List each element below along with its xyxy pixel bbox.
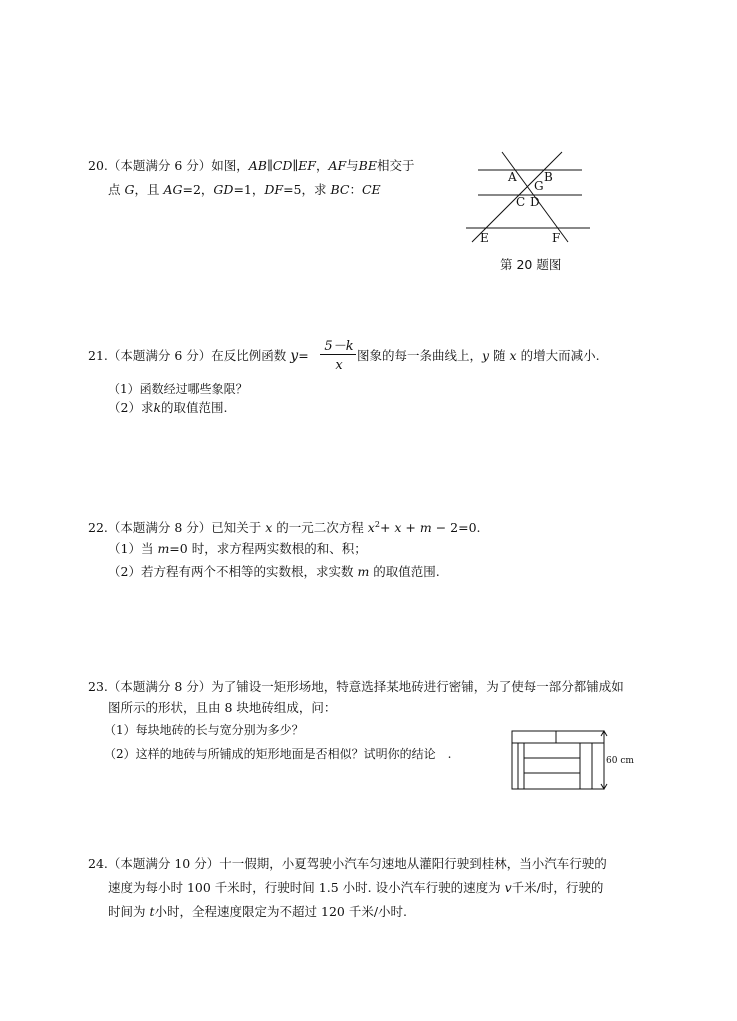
q22-s2c: 的取值范围. [369, 564, 440, 579]
label-b: B [544, 170, 553, 184]
q23-line2: 图所示的形状，且由 8 块地砖组成，问： [108, 700, 337, 715]
q20-figure-caption: 第 20 题图 [500, 257, 562, 272]
q21-s1: 图象的每一条曲线上， [357, 348, 483, 363]
q22-s2b: m [357, 564, 370, 579]
q22-s1b: m [157, 541, 170, 556]
q23-figure [510, 729, 640, 791]
q22-sub2 [108, 564, 440, 580]
q24-line1: 24.（本题满分 10 分）十一假期，小夏驾驶小汽车匀速地从灌阳行驶到桂林，当小汽车行驶的 [88, 856, 607, 871]
q20-t2: ，且 [134, 182, 164, 197]
label-g: G [534, 179, 544, 193]
q24-line3 [108, 904, 407, 920]
q20-df: DF [264, 182, 284, 197]
q21-sub2-c: 的取值范围. [161, 400, 228, 415]
q21-denominator: x [335, 358, 343, 373]
q21-numerator: 5－k [324, 339, 354, 354]
q22-g: x [394, 520, 402, 536]
q21-s3: 随 [489, 348, 510, 363]
label-a: A [508, 170, 517, 184]
q23-sub1: （1）每块地砖的长与宽分别为多少？ [104, 723, 304, 737]
q20-g: G [124, 182, 135, 197]
label-e: E [480, 231, 489, 245]
q21-fraction-bar [320, 354, 356, 355]
q24-v: v [504, 880, 512, 895]
q24-l2c: 千米/时，行驶的 [511, 880, 604, 895]
q20-text: 20.（本题满分 6 分）如图， [88, 158, 249, 173]
q22-s1c: =0 时，求方程两实数根的和、积； [169, 541, 367, 556]
tile-outline [512, 731, 604, 789]
q20-parallel: AB∥CD∥EF [248, 158, 316, 173]
q20-gd: GD [213, 182, 234, 197]
q22-a: 22.（本题满分 8 分）已知关于 [88, 520, 266, 536]
q20-ce: CE [361, 182, 381, 197]
q24-l3a: 时间为 [108, 904, 150, 919]
q20-t1: 点 [108, 182, 125, 197]
q23-sub2: （2）这样的地砖与所铺成的矩形地面是否相似？试明你的结论 . [104, 747, 452, 761]
q20-ag: AG [163, 182, 183, 197]
q21-eq: = [298, 348, 309, 363]
q20-figure [462, 148, 602, 248]
q20-intersect: 相交于 [376, 158, 415, 173]
q24-l2a: 速度为每小时 100 千米时，行驶时间 1.5 小时. 设小汽车行驶的速度为 [108, 880, 505, 895]
q22-s1a: （1）当 [108, 541, 158, 556]
q22-b: x [265, 520, 273, 536]
q21-y: y [290, 348, 299, 364]
q22-s2a: （2）若方程有两个不相等的实数根，求实数 [108, 564, 358, 579]
q20-t5: =5，求 [283, 182, 331, 197]
q20-line1 [88, 158, 415, 174]
q22-f: + [379, 520, 395, 536]
q20-af: AF [328, 158, 347, 173]
q21-line1-suffix [357, 348, 600, 364]
q20-line2 [108, 182, 381, 198]
q20-bc: BC [330, 182, 350, 197]
q20-t4: =1， [233, 182, 265, 197]
q21-sub2-k: k [153, 400, 162, 415]
q21-s2: y [482, 348, 490, 363]
q22-j: − 2=0. [431, 520, 481, 536]
q22-d: x [367, 520, 375, 536]
q21-s5: 的增大而减小. [516, 348, 600, 363]
q22-i: m [419, 520, 432, 536]
q24-t: t [149, 904, 155, 919]
q23-dim-label: 60 cm [606, 756, 634, 766]
q20-t3: =2， [182, 182, 214, 197]
q22-exp: 2 [374, 520, 380, 529]
q22-line1 [88, 517, 481, 536]
q20-colon: ： [349, 182, 362, 197]
q20-comma: ， [315, 158, 329, 173]
q22-c: 的一元二次方程 [272, 520, 368, 536]
q21-sub1: （1）函数经过哪些象限？ [108, 382, 248, 396]
q22-h: + [401, 520, 420, 536]
q21-sub2-a: （2）求 [108, 400, 154, 415]
q20-be: BE [358, 158, 377, 173]
label-c: C [516, 195, 526, 209]
q24-l3c: 小时，全程速度限定为不超过 120 千米/小时. [154, 904, 408, 919]
q21-prefix: 21.（本题满分 6 分）在反比例函数 [88, 348, 291, 363]
q23-line1: 23.（本题满分 8 分）为了铺设一矩形场地，特意选择某地砖进行密铺，为了使每一部分都铺成如 [88, 679, 624, 694]
q21-line1 [88, 348, 309, 364]
q21-s4: x [509, 348, 517, 363]
label-f: F [552, 231, 561, 245]
q20-and: 与 [346, 158, 359, 173]
q24-line2 [108, 880, 603, 896]
label-d: D [530, 195, 540, 209]
q22-sub1 [108, 541, 367, 557]
q21-sub2 [108, 400, 228, 416]
